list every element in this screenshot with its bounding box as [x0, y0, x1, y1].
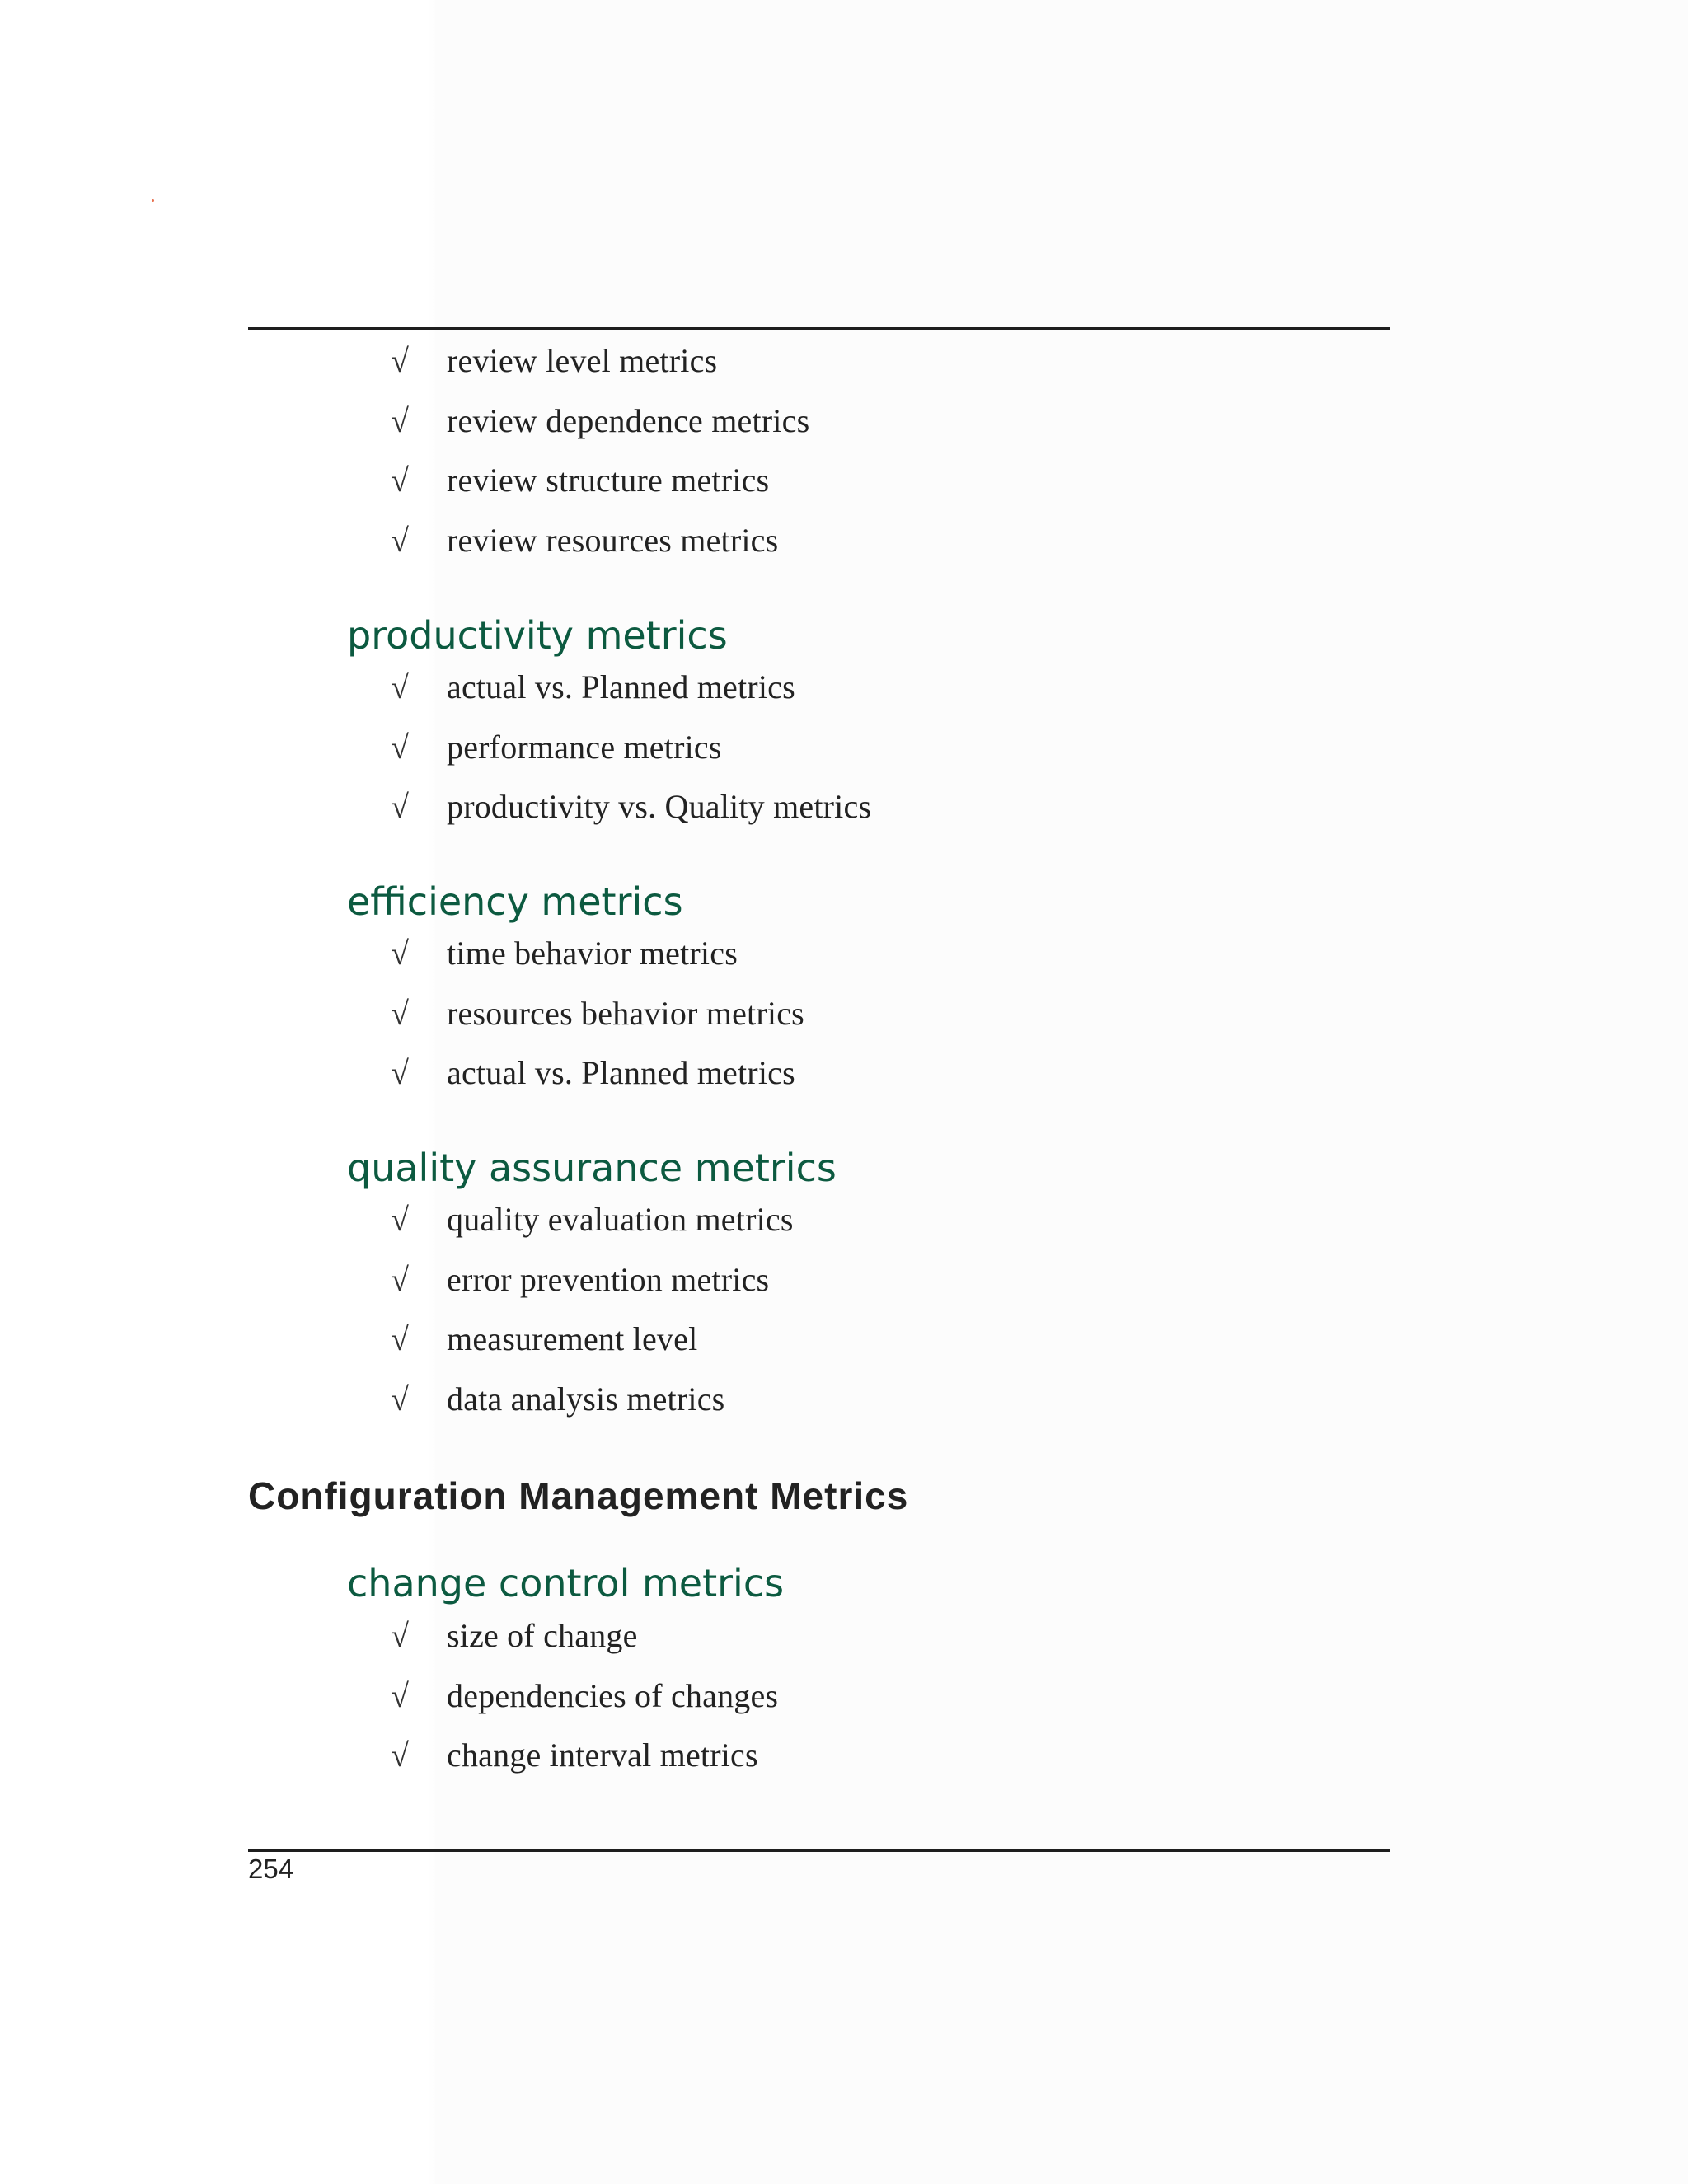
- section-title-configuration-management: Configuration Management Metrics: [248, 1474, 909, 1517]
- list-item-text: error prevention metrics: [447, 1260, 770, 1298]
- list-item-text: productivity vs. Quality metrics: [447, 788, 872, 825]
- change-control-checklist: [391, 1616, 778, 1796]
- productivity-checklist: [391, 668, 871, 847]
- list-item: [391, 934, 804, 994]
- list-item: [391, 521, 809, 581]
- checkmark-icon: √: [391, 788, 410, 825]
- list-item: [391, 1053, 804, 1113]
- checkmark-icon: √: [391, 935, 410, 972]
- header-rule: [248, 327, 1390, 330]
- list-item: [391, 341, 809, 401]
- list-item: [391, 1736, 778, 1796]
- checkmark-icon: √: [391, 1054, 410, 1091]
- list-item: [391, 461, 809, 521]
- list-item: [391, 787, 871, 847]
- list-item-text: dependencies of changes: [447, 1676, 779, 1714]
- list-item-text: review structure metrics: [447, 462, 770, 499]
- list-item-text: performance metrics: [447, 728, 722, 766]
- footer-rule: [248, 1849, 1390, 1852]
- list-item: [391, 1676, 778, 1736]
- checkmark-icon: √: [391, 728, 410, 766]
- list-item: [391, 1200, 794, 1260]
- checkmark-icon: √: [391, 462, 410, 499]
- list-item: [391, 1380, 794, 1440]
- checkmark-icon: √: [391, 1676, 410, 1714]
- review-checklist: [391, 341, 809, 580]
- subheading-efficiency-metrics: efficiency metrics: [347, 879, 683, 924]
- list-item-text: quality evaluation metrics: [447, 1201, 794, 1238]
- checkmark-icon: √: [391, 1201, 410, 1238]
- checkmark-icon: √: [391, 668, 410, 705]
- subheading-productivity-metrics: productivity metrics: [347, 613, 728, 658]
- list-item: [391, 1319, 794, 1380]
- checkmark-icon: √: [391, 521, 410, 559]
- checkmark-icon: √: [391, 1260, 410, 1298]
- list-item: [391, 401, 809, 462]
- list-item: [391, 728, 871, 788]
- list-item: [391, 1616, 778, 1676]
- list-item-text: resources behavior metrics: [447, 994, 804, 1032]
- list-item-text: review level metrics: [447, 342, 718, 379]
- checkmark-icon: √: [391, 1380, 410, 1418]
- checkmark-icon: √: [391, 994, 410, 1032]
- checkmark-icon: √: [391, 1736, 410, 1774]
- checkmark-icon: √: [391, 1320, 410, 1357]
- list-item-text: data analysis metrics: [447, 1380, 725, 1418]
- list-item-text: measurement level: [447, 1320, 698, 1357]
- checkmark-icon: √: [391, 1617, 410, 1654]
- list-item-text: review dependence metrics: [447, 401, 810, 439]
- page-number: 254: [248, 1854, 294, 1884]
- quality-assurance-checklist: [391, 1200, 794, 1439]
- list-item-text: actual vs. Planned metrics: [447, 668, 795, 705]
- list-item: [391, 668, 871, 728]
- print-speck: [152, 199, 154, 202]
- list-item-text: time behavior metrics: [447, 935, 738, 972]
- list-item-text: review resources metrics: [447, 521, 779, 559]
- list-item: [391, 994, 804, 1054]
- subheading-change-control-metrics: change control metrics: [347, 1561, 785, 1605]
- subheading-quality-assurance-metrics: quality assurance metrics: [347, 1146, 837, 1190]
- checkmark-icon: √: [391, 401, 410, 439]
- efficiency-checklist: [391, 934, 804, 1113]
- list-item: [391, 1260, 794, 1320]
- list-item-text: size of change: [447, 1617, 638, 1654]
- checkmark-icon: √: [391, 342, 410, 379]
- list-item-text: actual vs. Planned metrics: [447, 1054, 795, 1091]
- list-item-text: change interval metrics: [447, 1736, 758, 1774]
